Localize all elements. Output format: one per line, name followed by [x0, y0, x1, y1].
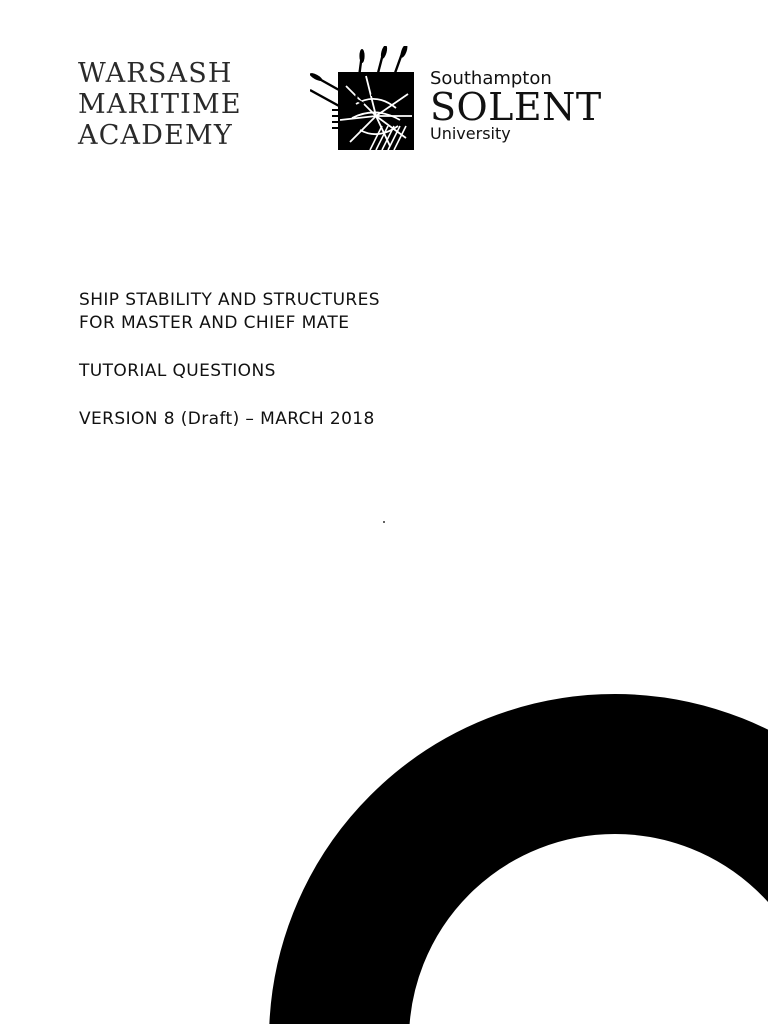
document-title-line-2: FOR MASTER AND CHIEF MATE: [79, 313, 350, 333]
warsash-maritime-academy-logo: [78, 58, 242, 151]
warsash-logo-line-1: WARSASH: [78, 58, 233, 89]
stray-dot: [383, 521, 385, 523]
solent-wordmark-university: University: [430, 124, 511, 143]
warsash-logo-line-2: MARITIME: [78, 89, 242, 120]
decorative-ring: [339, 764, 768, 1024]
solent-emblem-icon: [310, 46, 422, 152]
solent-wordmark-southampton: Southampton: [430, 68, 552, 89]
document-title-block: [79, 289, 380, 431]
solent-wordmark-name: SOLENT: [430, 85, 602, 129]
southampton-solent-university-logo: [310, 46, 610, 154]
warsash-logo-line-3: ACADEMY: [78, 120, 233, 151]
document-version: VERSION 8 (Draft) – MARCH 2018: [79, 409, 375, 429]
solent-wordmark: [430, 68, 602, 143]
document-title-line-1: SHIP STABILITY AND STRUCTURES: [79, 290, 380, 310]
document-subtitle: TUTORIAL QUESTIONS: [79, 361, 276, 381]
